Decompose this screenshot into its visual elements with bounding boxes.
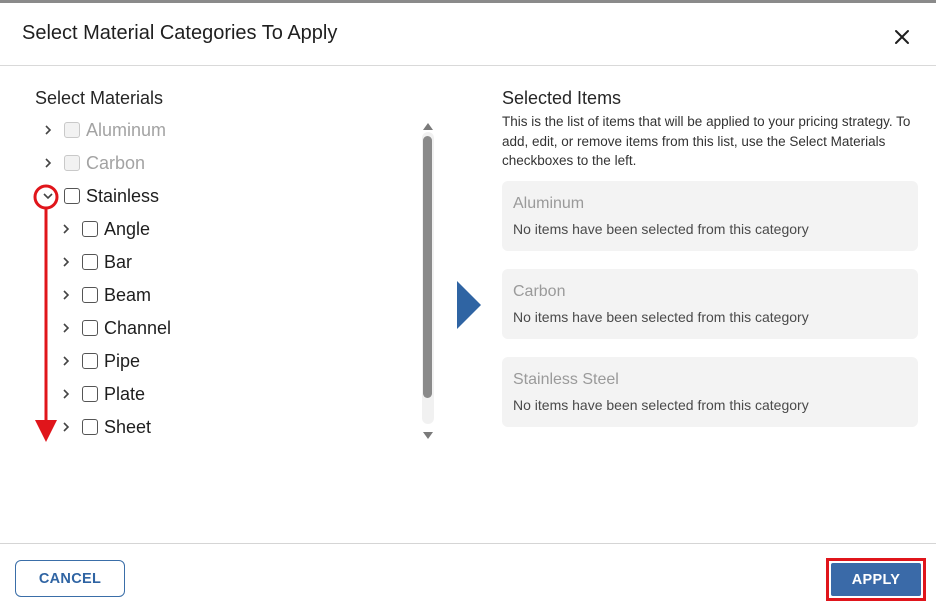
cancel-button[interactable]: CANCEL bbox=[15, 560, 125, 597]
scroll-up-icon[interactable] bbox=[422, 118, 434, 128]
tree-item-label: Aluminum bbox=[86, 119, 167, 140]
close-icon bbox=[894, 29, 910, 45]
tree-item-carbon bbox=[40, 148, 145, 178]
category-card-stainless-steel bbox=[502, 357, 918, 427]
stainless-checkbox[interactable] bbox=[64, 188, 80, 204]
category-status: No items have been selected from this category bbox=[513, 397, 809, 413]
apply-button[interactable]: APPLY bbox=[831, 563, 921, 596]
category-status: No items have been selected from this category bbox=[513, 309, 809, 325]
tree-item-label: Stainless bbox=[86, 185, 160, 206]
dialog-header bbox=[0, 3, 936, 66]
scroll-thumb[interactable] bbox=[423, 136, 432, 398]
tree-item-sheet bbox=[58, 412, 151, 442]
category-name: Carbon bbox=[513, 283, 566, 300]
chevron-right-icon[interactable] bbox=[40, 155, 56, 171]
beam-checkbox[interactable] bbox=[82, 287, 98, 303]
selected-items-description: This is the list of items that will be applied to your pricing strategy. To add, edit, or remove items from this list, use the Select Materials checkboxes to the left. bbox=[502, 114, 911, 168]
tree-item-plate bbox=[58, 379, 145, 409]
chevron-right-icon[interactable] bbox=[40, 122, 56, 138]
annotation-arrow bbox=[28, 180, 64, 444]
pipe-checkbox[interactable] bbox=[82, 353, 98, 369]
channel-checkbox[interactable] bbox=[82, 320, 98, 336]
scroll-down-icon[interactable] bbox=[422, 428, 434, 438]
selected-items-title: Selected Items bbox=[502, 88, 622, 108]
dialog-title: Select Material Categories To Apply bbox=[22, 22, 338, 44]
bar-checkbox[interactable] bbox=[82, 254, 98, 270]
category-name: Aluminum bbox=[513, 195, 585, 212]
category-status: No items have been selected from this category bbox=[513, 221, 809, 237]
tree-item-label: Carbon bbox=[86, 152, 146, 173]
tree-item-pipe bbox=[58, 346, 140, 376]
tree-item-aluminum bbox=[40, 115, 166, 145]
category-name: Stainless Steel bbox=[513, 371, 619, 388]
triangle-right-icon bbox=[455, 279, 483, 331]
plate-checkbox[interactable] bbox=[82, 386, 98, 402]
tree-item-bar bbox=[58, 247, 132, 277]
tree-item-label: Pipe bbox=[104, 350, 141, 371]
aluminum-checkbox[interactable] bbox=[64, 122, 80, 138]
close-button[interactable] bbox=[890, 25, 914, 49]
tree-item-label: Beam bbox=[104, 284, 152, 305]
tree-item-label: Channel bbox=[104, 317, 172, 338]
category-card-aluminum bbox=[502, 181, 918, 251]
tree-item-beam bbox=[58, 280, 151, 310]
tree-item-label: Sheet bbox=[104, 416, 152, 437]
tree-item-angle bbox=[58, 214, 150, 244]
select-materials-title: Select Materials bbox=[35, 88, 164, 108]
sheet-checkbox[interactable] bbox=[82, 419, 98, 435]
tree-scrollbar[interactable] bbox=[418, 112, 438, 442]
angle-checkbox[interactable] bbox=[82, 221, 98, 237]
tree-item-channel bbox=[58, 313, 171, 343]
tree-item-label: Plate bbox=[104, 383, 146, 404]
footer-divider bbox=[0, 543, 936, 544]
carbon-checkbox[interactable] bbox=[64, 155, 80, 171]
category-card-carbon bbox=[502, 269, 918, 339]
tree-item-label: Bar bbox=[104, 251, 133, 272]
tree-item-label: Angle bbox=[104, 218, 151, 239]
